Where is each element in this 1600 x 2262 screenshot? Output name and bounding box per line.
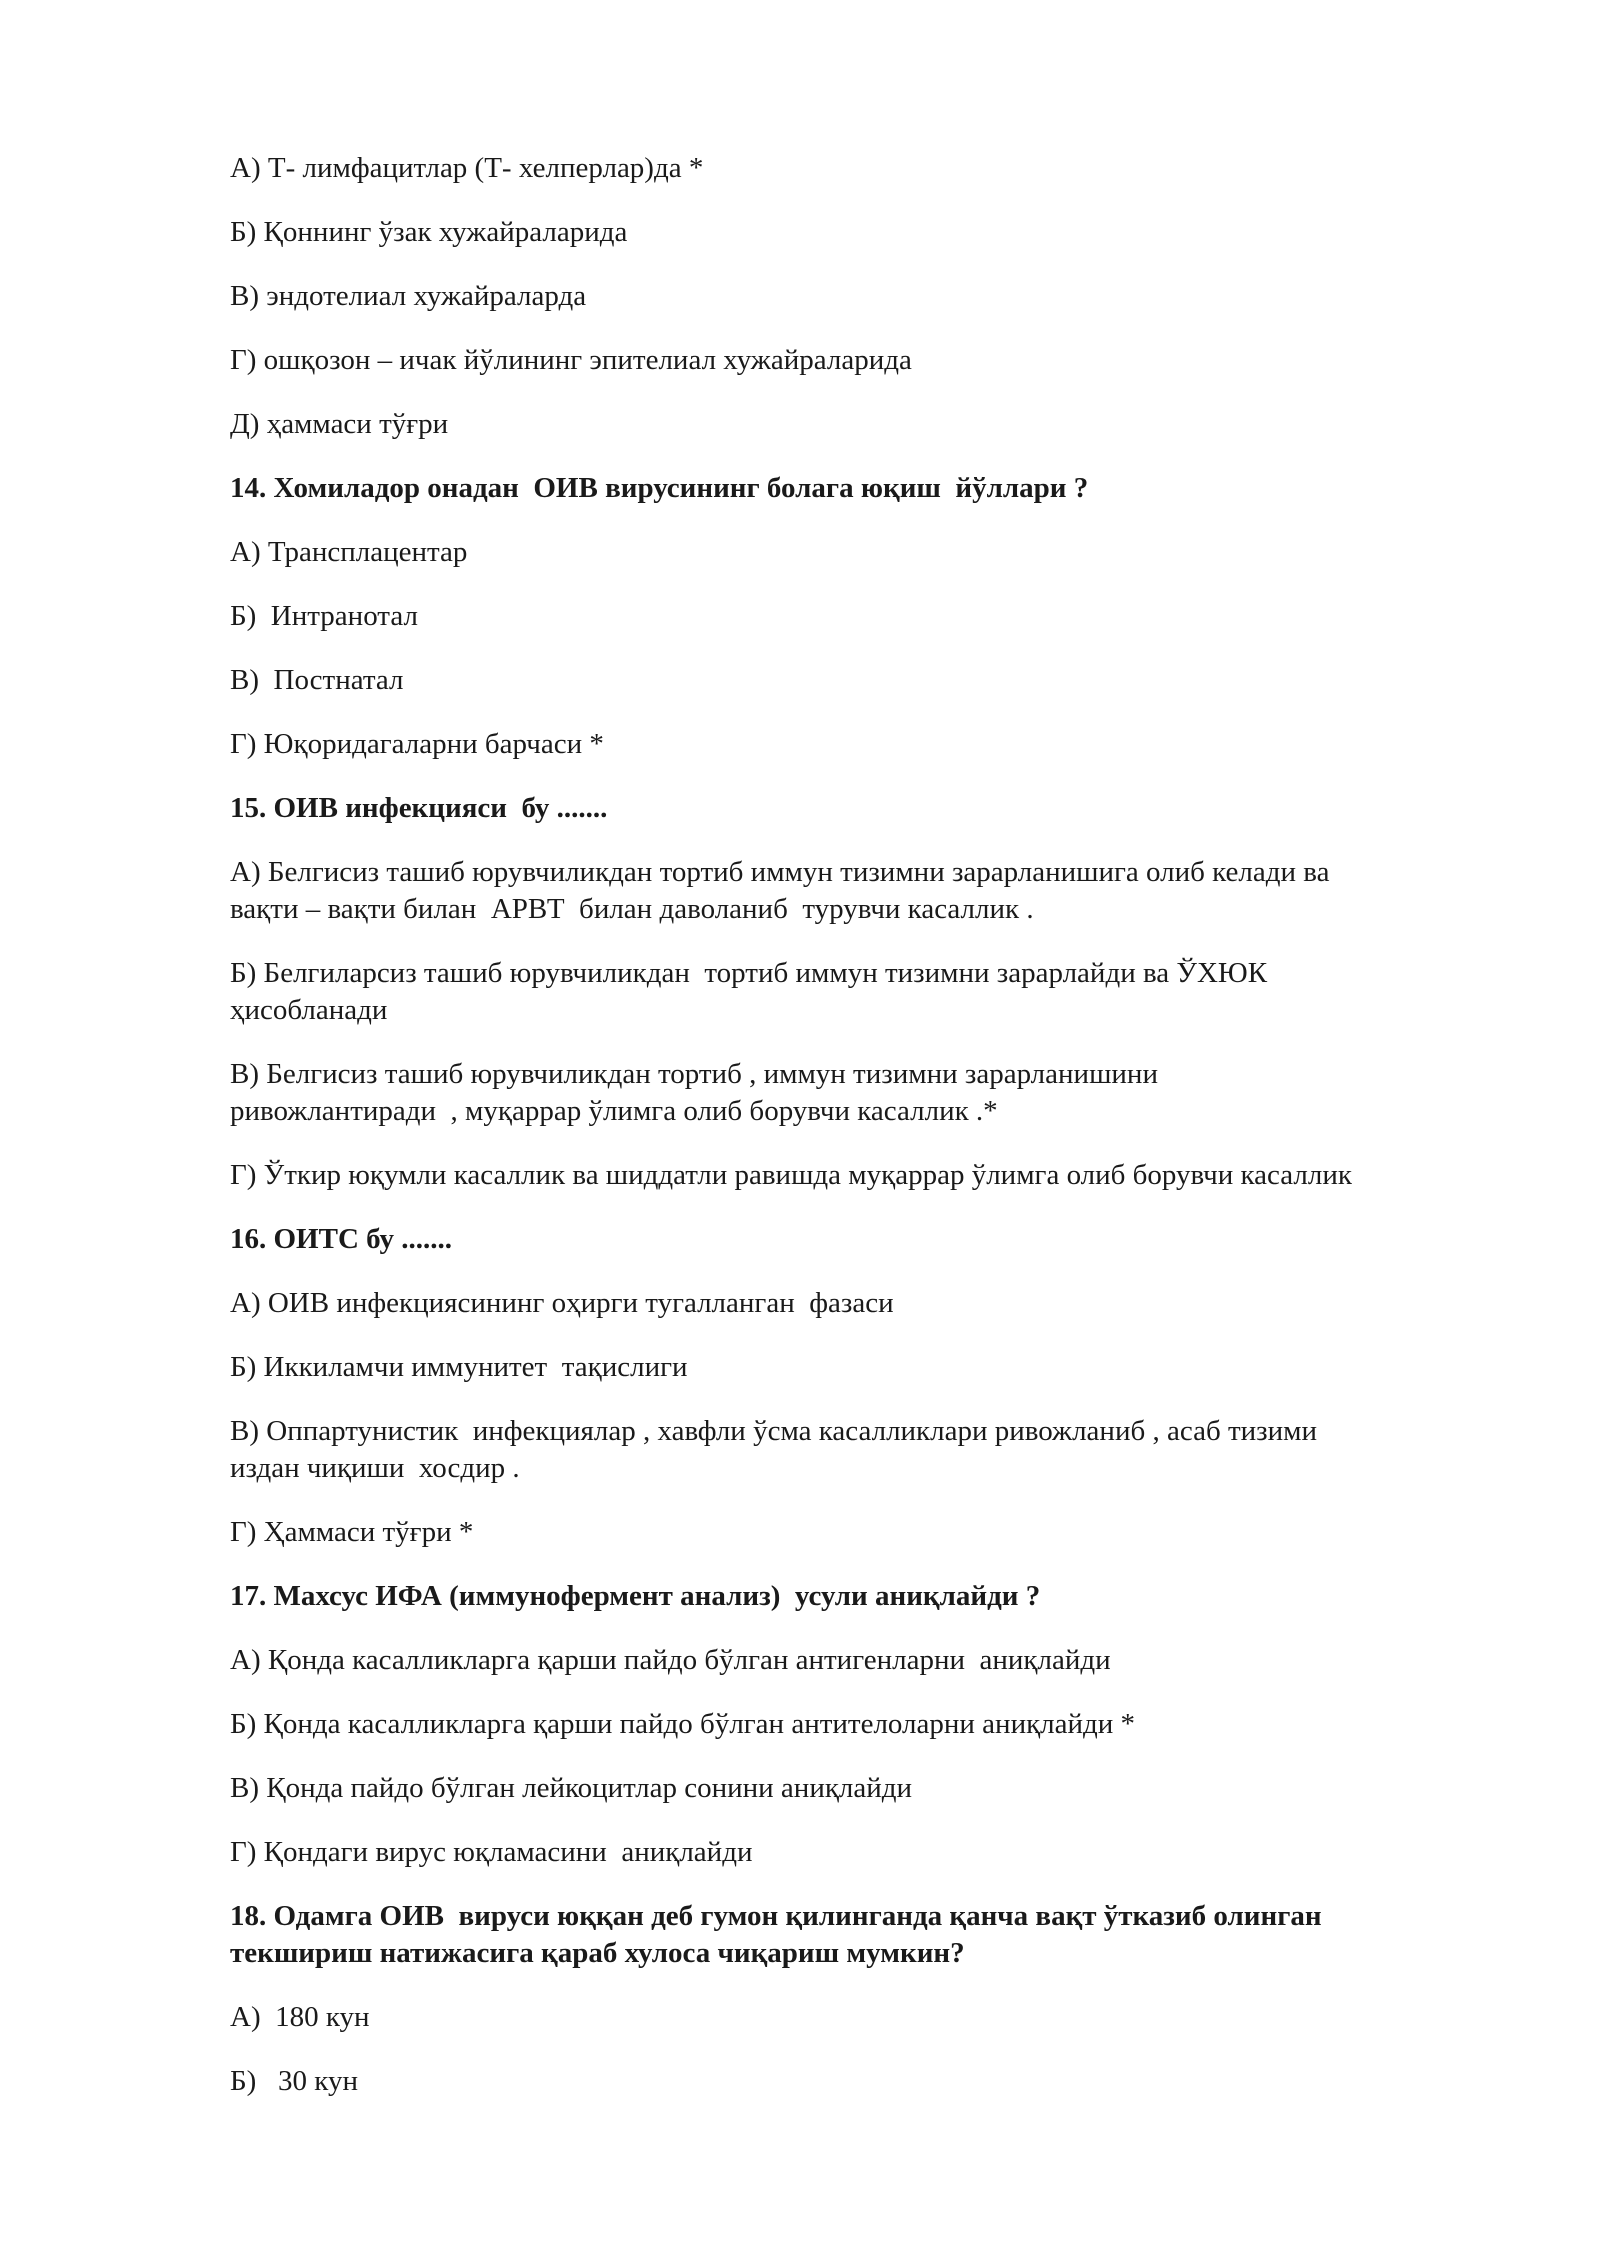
answer-option: Г) Юқоридагаларни барчаси *: [230, 728, 604, 760]
answer-option: Г) ошқозон – ичак йўлининг эпителиал хужайраларида: [230, 344, 912, 376]
answer-option: Г) Ҳаммаси тўғри *: [230, 1516, 474, 1548]
answer-option: В) Белгисиз ташиб юрувчиликдан тортиб , иммун тизимни зарарланишини ривожлантиради , муқаррар ўлимга олиб борувчи касаллик .*: [230, 1058, 1158, 1127]
question-heading: 14. Хомиладор онадан ОИВ вирусининг болага юқиш йўллари ?: [230, 472, 1089, 504]
answer-option: Б) Қоннинг ўзак хужайраларида: [230, 216, 628, 248]
answer-option: Б) Иккиламчи иммунитет тақислиги: [230, 1351, 688, 1383]
answer-option: А) Белгисиз ташиб юрувчиликдан тортиб иммун тизимни зарарланишига олиб келади ва вақти – вақти билан АРВТ билан даволаниб турувчи касаллик .: [230, 856, 1330, 925]
answer-option: В) Оппартунистик инфекциялар , хавфли ўсма касалликлари ривожланиб , асаб тизими издан чиқиши хосдир .: [230, 1415, 1317, 1484]
answer-option: В) эндотелиал хужайраларда: [230, 280, 587, 312]
document-page: [230, 150, 1510, 2127]
answer-option: А) ОИВ инфекциясининг оҳирги тугалланган фазаси: [230, 1287, 894, 1319]
answer-option: А) Қонда касалликларга қарши пайдо бўлган антигенларни аниқлайди: [230, 1644, 1111, 1676]
answer-option: Б) Қонда касалликларга қарши пайдо бўлган антителоларни аниқлайди *: [230, 1708, 1136, 1740]
question-heading: 18. Одамга ОИВ вируси юққан деб гумон қилинганда қанча вақт ўтказиб олинган текшириш натижасига қараб хулоса чиқариш мумкин?: [230, 1900, 1322, 1969]
answer-option: В) Қонда пайдо бўлган лейкоцитлар сонини аниқлайди: [230, 1772, 913, 1804]
answer-option: Г) Қондаги вирус юқламасини аниқлайди: [230, 1836, 753, 1868]
answer-option: Г) Ўткир юқумли касаллик ва шиддатли равишда муқаррар ўлимга олиб борувчи касаллик: [230, 1159, 1352, 1191]
question-heading: 16. ОИТС бу .......: [230, 1223, 453, 1255]
answer-option: А) Трансплацентар: [230, 536, 468, 568]
answer-option: Б) Интранотал: [230, 600, 418, 632]
answer-option: Б) 30 кун: [230, 2065, 359, 2097]
answer-option: Д) ҳаммаси тўғри: [230, 408, 449, 440]
answer-option: А) 180 кун: [230, 2001, 370, 2033]
answer-option: Б) Белгиларсиз ташиб юрувчиликдан тортиб иммун тизимни зарарлайди ва ЎХЮК ҳисобланади: [230, 957, 1268, 1026]
answer-option: В) Постнатал: [230, 664, 404, 696]
question-heading: 15. ОИВ инфекцияси бу .......: [230, 792, 608, 824]
answer-option: А) Т- лимфацитлар (Т- хелперлар)да *: [230, 152, 704, 184]
question-heading: 17. Махсус ИФА (иммунофермент анализ) усули аниқлайди ?: [230, 1580, 1041, 1612]
